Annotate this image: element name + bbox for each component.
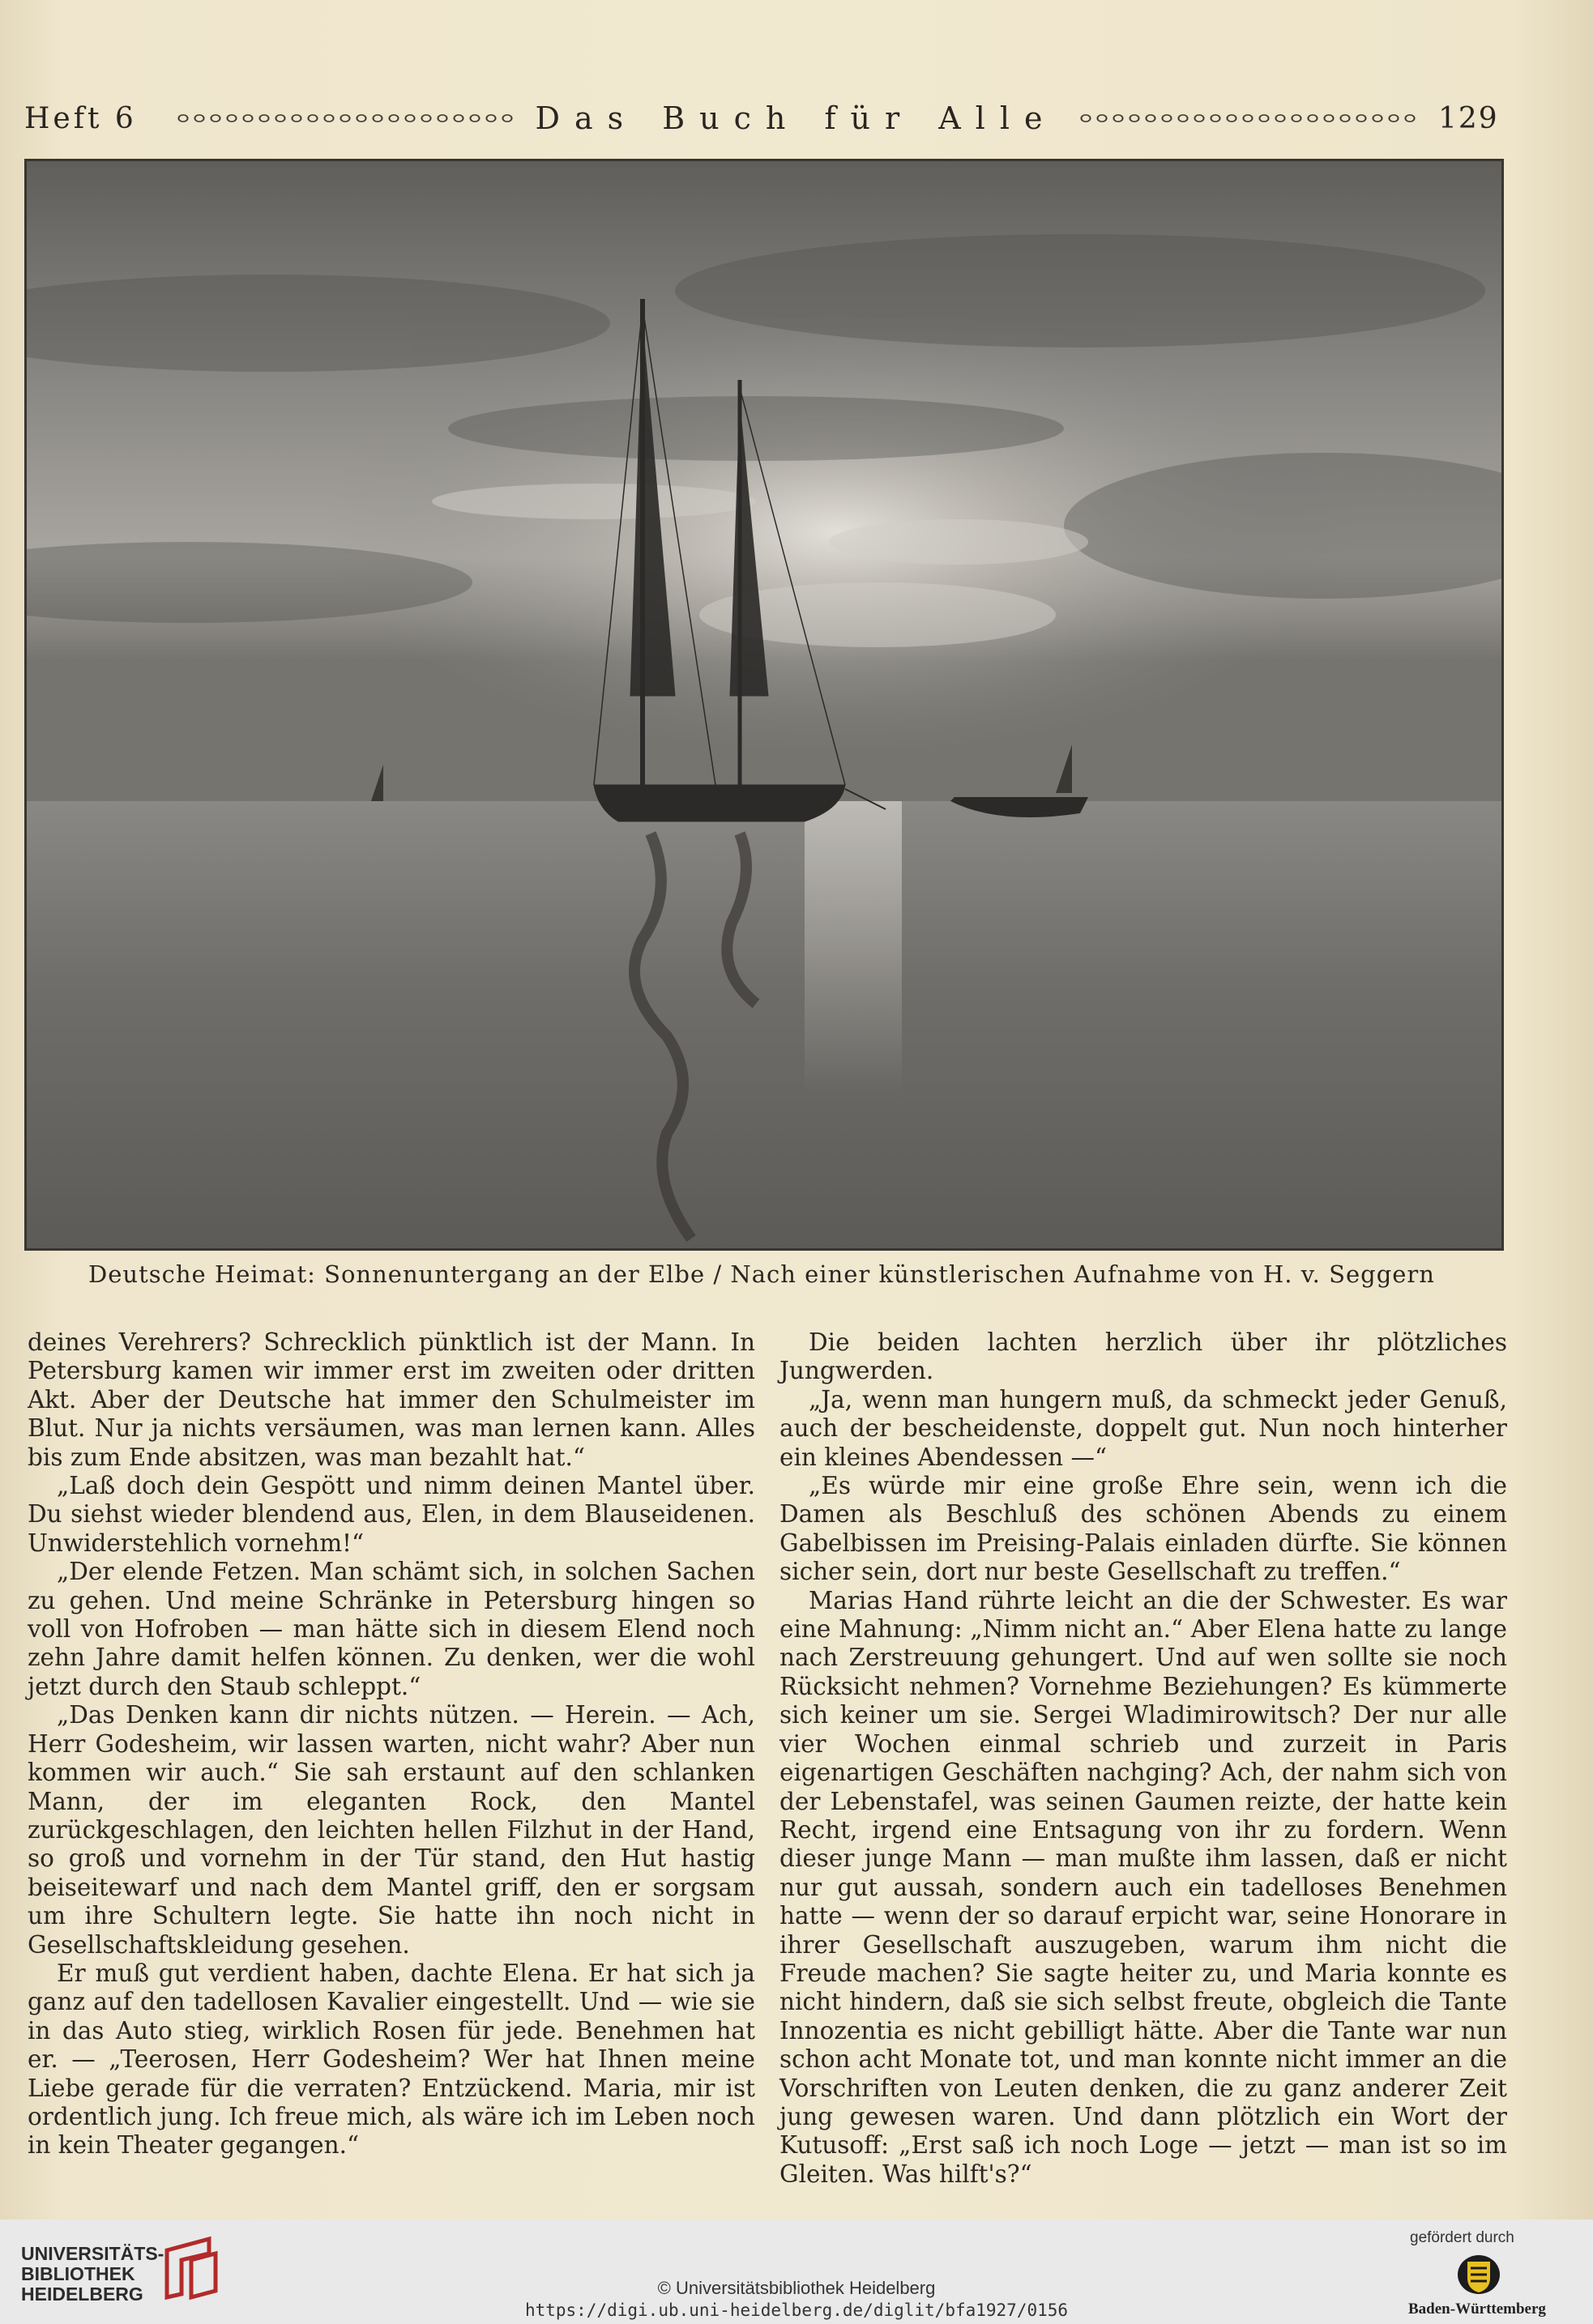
paragraph: „Laß doch dein Gespött und nimm deinen Mantel über. Du siehst wieder blendend aus, Elen, in dem Blauseidenen. Unwiderstehlich vornehm!“ xyxy=(28,1472,755,1557)
digitization-footer xyxy=(0,2220,1593,2324)
paragraph: „Das Denken kann dir nichts nützen. — Herein. — Ach, Herr Godesheim, wir lassen warten, nicht wahr? Aber nun kommen wir auch.“ Sie sah erstaunt auf den schlanken Mann, der im eleganten Rock, den Mantel zurückgeschlagen, den leichten hellen Filzhut in der Hand, so groß und vornehm in der Tür stand, den Hut hastig beiseitewarf und nach dem Mantel griff, den er sorgsam um ihre Schultern legte. Sie hatte ihn noch nicht in Gesellschaftskleidung gesehen. xyxy=(28,1701,755,1959)
paragraph: deines Verehrers? Schrecklich pünktlich ist der Mann. In Petersburg kamen wir immer erst im zweiten oder dritten Akt. Aber der Deutsche hat immer den Schulmeister im Blut. Nur ja nichts versäumen, was man lernen kann. Alles bis zum Ende absitzen, was man bezahlt hat.“ xyxy=(28,1328,755,1471)
page-number: 129 xyxy=(1438,101,1499,135)
paragraph: „Der elende Fetzen. Man schämt sich, in solchen Sachen zu gehen. Und meine Schränke in Petersburg hingen so voll von Hofroben — man hätte sich in diesem Elend noch zehn Jahre damit helfen können. Zu denken, wer die wohl jetzt durch den Staub schleppt.“ xyxy=(28,1558,755,1700)
ornament-rule-left xyxy=(175,109,515,127)
funder-name: Baden-Württemberg xyxy=(1408,2301,1546,2318)
photo-illustration xyxy=(27,161,1501,1248)
running-head xyxy=(24,96,1499,141)
water xyxy=(27,801,1501,1248)
copyright-notice: © Universitätsbibliothek Heidelberg xyxy=(657,2278,936,2298)
figure-caption: Deutsche Heimat: Sonnenuntergang an der Elbe / Nach einer künstlerischen Aufnahme von H. v. Seggern xyxy=(88,1260,1435,1288)
sunset-photograph xyxy=(24,159,1504,1251)
text-column-left xyxy=(28,1328,755,2160)
library-name: UNIVERSITÄTS- BIBLIOTHEK HEIDELBERG xyxy=(21,2243,164,2305)
magazine-title: Das Buch für Alle xyxy=(535,100,1057,136)
ornament-rule-right xyxy=(1078,109,1417,127)
paragraph: Marias Hand rührte leicht an die der Schwester. Es war eine Mahnung: „Nimm nicht an.“ Aber Elena hatte zu lange nach Zerstreuung gehungert. Und auf wen sollte sie noch Rücksicht nehmen? Vornehme Beziehungen? Es kümmerte sich keiner um sie. Sergei Wladimirowitsch? Der nur alle vier Wochen einmal schrieb und zurzeit in Paris eigenartigen Geschäften nachging? Ach, der nahm sich von der Lebenstafel, was seinen Gaumen reizte, der hatte kein Recht, irgend eine Entsagung von ihr zu fordern. Wenn dieser junge Mann — man mußte ihm lassen, daß er nicht nur gut aussah, sondern auch ein tadelloses Benehmen hatte — wenn der so darauf erpicht war, seine Honorare in ihrer Gesellschaft auszugeben, warum ihm nicht die Freude machen? Sie sagte heiter zu, und Maria konnte es nicht hindern, daß sie sich selbst freute, obgleich die Tante Innozentia es nicht gebilligt hätte. Aber die Tante war nun schon acht Monate tot, und man konnte nicht immer an die Vorschriften von Leuten denken, die zu ganz anderer Zeit jung gewesen waren. Und dann plötzlich ein Wort der Kutusoff: „Erst saß ich noch Loge — jetzt — man ist so im Gleiten. Was hilft's?“ xyxy=(779,1586,1507,2188)
paragraph: „Ja, wenn man hungern muß, da schmeckt jeder Genuß, auch der bescheidenste, doppelt gut. Nun noch hinterher ein kleines Abendessen —“ xyxy=(779,1385,1507,1471)
paragraph: „Es würde mir eine große Ehre sein, wenn ich die Damen als Beschluß des schönen Abends zu einem Gabelbissen im Preising-Palais einladen dürfte. Sie können sicher sein, dort nur beste Gesellschaft zu treffen.“ xyxy=(779,1472,1507,1586)
funded-by-label: gefördert durch xyxy=(1410,2229,1514,2246)
issue-label: Heft 6 xyxy=(24,101,137,135)
baden-wuerttemberg-crest-icon xyxy=(1454,2252,1503,2297)
text-column-right xyxy=(779,1328,1507,2189)
paragraph: Die beiden lachten herzlich über ihr plötzliches Jungwerden. xyxy=(779,1328,1507,1385)
paragraph: Er muß gut verdient haben, dachte Elena. Er hat sich ja ganz auf den tadellosen Kavalier eingestellt. Und — wie sie in das Auto stieg, wirklich Rosen für jede. Benehmen hat er. — „Teerosen, Herr Godesheim? Wer hat Ihnen meine Liebe gerade für die verraten? Entzückend. Maria, mir ist ordentlich jung. Ich freue mich, als wäre ich im Leben noch in kein Theater gegangen.“ xyxy=(28,1959,755,2160)
permalink-url[interactable]: https://digi.ub.uni-heidelberg.de/diglit/bfa1927/0156 xyxy=(524,2301,1069,2320)
